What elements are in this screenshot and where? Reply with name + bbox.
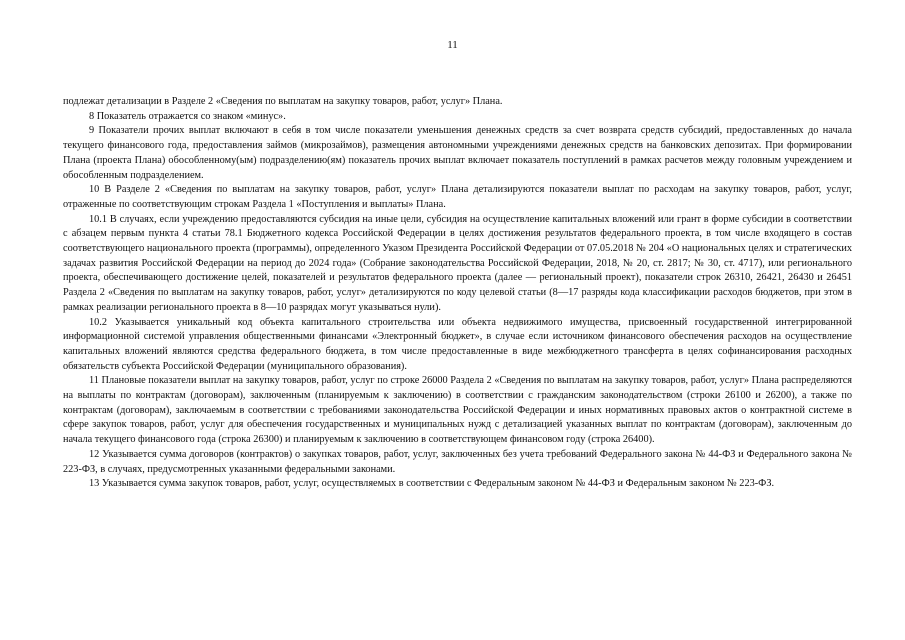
- footnote-10: 10 В Разделе 2 «Сведения по выплатам на закупку товаров, работ, услуг» Плана детализируются показатели выплат по расходам на закупку товаров, работ, услуг, отраженные по соответствующим строкам Раздела 1 «Поступления и выплаты» Плана.: [63, 184, 852, 210]
- footnote-13: 13 Указывается сумма закупок товаров, работ, услуг, осуществляемых в соответствии с Федеральным законом № 44-ФЗ и Федеральным законом № 223-ФЗ.: [89, 478, 775, 490]
- paragraph-continuation: подлежат детализации в Разделе 2 «Сведения по выплатам на закупку товаров, работ, услуг» Плана.: [63, 96, 503, 107]
- document-body: [63, 95, 852, 492]
- footnote-10-2: 10.2 Указывается уникальный код объекта капитального строительства или объекта недвижимого имущества, присвоенный государственной интегрированной информационной системой управления общественными финансами «Электронный бюджет», в случае если источником финансового обеспечения расходов на осуществление капитальных вложений являются средства федерального бюджета, в том числе предоставленные в виде межбюджетного трансферта в целях софинансирования расходных обязательств субъекта Российской Федерации (муниципального образования).: [63, 316, 852, 372]
- footnote-9: 9 Показатели прочих выплат включают в себя в том числе показатели уменьшения денежных средств за счет возврата средств субсидий, предоставленных до начала текущего финансового года, предоставления займов (микрозаймов), размещения автономными учреждениями денежных средств на банковских депозитах. При формировании Плана (проекта Плана) обособленному(ым) подразделению(ям) показатель прочих выплат включает показатель поступлений в рамках расчетов между головным учреждением и обособленным подразделением.: [63, 125, 852, 181]
- page-number: 11: [447, 39, 458, 51]
- footnote-12: 12 Указывается сумма договоров (контрактов) о закупках товаров, работ, услуг, заключенных без учета требований Федерального закона № 44-ФЗ и Федерального закона № 223-ФЗ, в случаях, предусмотренных указанными федеральными законами.: [63, 448, 852, 475]
- footnote-11: 11 Плановые показатели выплат на закупку товаров, работ, услуг по строке 26000 Раздела 2 «Сведения по выплатам на закупку товаров, работ, услуг» Плана распределяются на выплаты по контрактам (договорам), заключенным (планируемым к заключению) в соответствии с гражданским законодательством (строки 26100 и 26200), а также по контрактам (договорам), заключаемым в соответствии с требованиями законодательства Российской Федерации и иных нормативных правовых актов о контрактной системе в сфере закупок товаров, работ, услуг для обеспечения государственных и муниципальных нужд с детализацией указанных выплат по контрактам (договорам), заключенным до начала текущего финансового года (строка 26300) и планируемым к заключению в соответствующем финансовом году (строка 26400).: [63, 375, 852, 446]
- footnote-8: 8 Показатель отражается со знаком «минус».: [89, 110, 286, 122]
- footnote-10-1: 10.1 В случаях, если учреждению предоставляются субсидия на иные цели, субсидия на осуществление капитальных вложений или грант в форме субсидии в соответствии с абзацем первым пункта 4 статьи 78.1 Бюджетного кодекса Российской Федерации в целях достижения результатов федерального проекта, в том числе входящего в состав соответствующего национального проекта (программы), определенного Указом Президента Российской Федерации от 07.05.2018 № 204 «О национальных целях и стратегических задачах развития Российской Федерации на период до 2024 года» (Собрание законодательства Российской Федерации, 2018, № 20, ст. 2817; № 30, ст. 4717), или регионального проекта, обеспечивающего достижение целей, показателей и результатов федерального проекта (далее — региональный проект), показатели строк 26310, 26421, 26430 и 26451 Раздела 2 «Сведения по выплатам на закупку товаров, работ, услуг» детализируются по коду целевой статьи (8—17 разряды кода классификации расходов бюджетов, при этом в рамках реализации регионального проекта в 8—10 разрядах могут указываться нули).: [63, 213, 852, 313]
